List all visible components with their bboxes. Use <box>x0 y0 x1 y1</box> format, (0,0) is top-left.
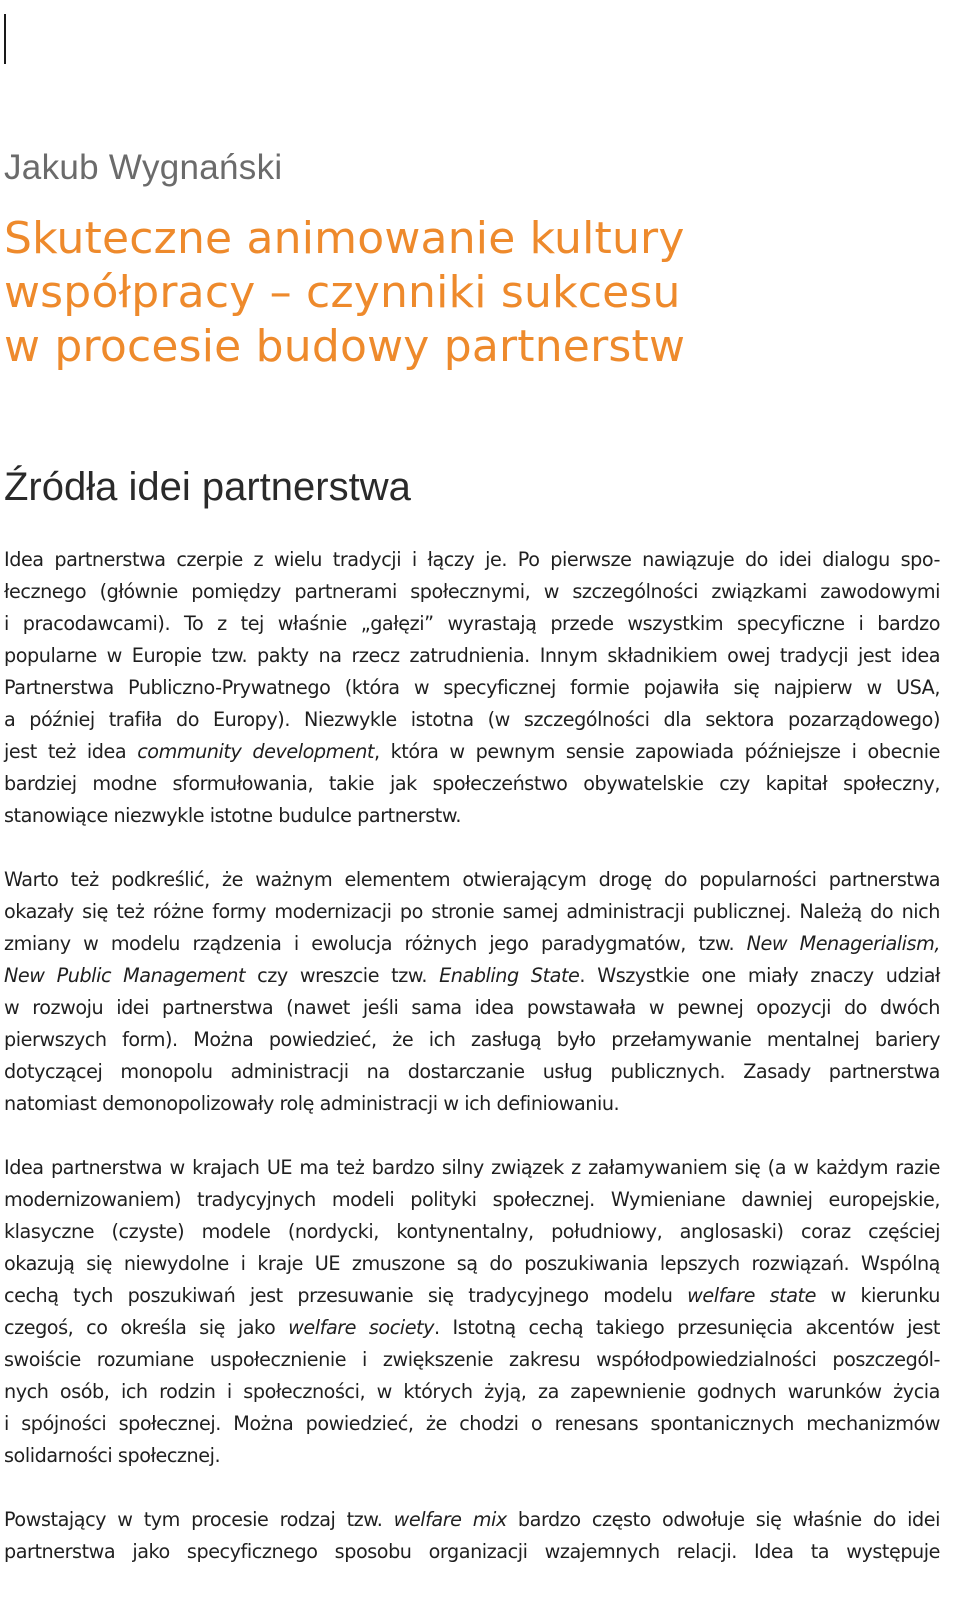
paragraph-line <box>4 1248 940 1280</box>
text-run: łecznego (głównie pomiędzy partnerami społecznymi, w szczególności związkami zawodowymi <box>4 580 940 603</box>
paragraph-line <box>4 576 940 608</box>
text-run: dotyczącej monopolu administracji na dostarczanie usług publicznych. Zasady partnerstwa <box>4 1060 940 1083</box>
paragraph-line <box>4 1088 940 1120</box>
text-run: okazały się też różne formy modernizacji po stronie samej administracji publicznej. Należą do nich <box>4 900 940 923</box>
text-run: . Wszystkie one miały znaczy udział <box>579 964 940 987</box>
text-run: Warto też podkreślić, że ważnym elementem otwierającym drogę do popularności partnerstwa <box>4 868 940 891</box>
italic-term: New Public Management <box>4 964 246 987</box>
paragraph-line <box>4 1408 940 1440</box>
text-run: pierwszych form). Można powiedzieć, że ich zasługą było przełamywanie mentalnej bariery <box>4 1028 940 1051</box>
paragraph-line <box>4 1376 940 1408</box>
text-run: modernizowaniem) tradycyjnych modeli polityki społecznej. Wymieniane dawniej europejskie, <box>4 1188 940 1211</box>
text-run: partnerstwa jako specyficznego sposobu organizacji wzajemnych relacji. Idea ta występuje <box>4 1540 940 1563</box>
text-run: czegoś, co określa się jako <box>4 1316 289 1339</box>
italic-term: Enabling State <box>439 964 580 987</box>
paragraph-line <box>4 992 940 1024</box>
paragraph-line <box>4 1536 940 1568</box>
text-run: Idea partnerstwa czerpie z wielu tradycji i łączy je. Po pierwsze nawiązuje do idei dialogu spo- <box>4 548 940 571</box>
paragraph-line <box>4 1280 940 1312</box>
text-run: jest też idea <box>4 740 138 763</box>
italic-term: welfare mix <box>393 1508 507 1531</box>
paragraph-line <box>4 896 940 928</box>
text-run: stanowiące niezwykle istotne budulce partnerstw. <box>4 804 461 827</box>
text-run: i spójności społecznej. Można powiedzieć, że chodzi o renesans spontanicznych mechanizmów <box>4 1412 940 1435</box>
paragraph-line <box>4 1504 940 1536</box>
paragraph-line <box>4 1184 940 1216</box>
paragraph <box>4 1152 940 1472</box>
article-title-line: w procesie budowy partnerstw <box>4 321 686 372</box>
page-corner-mark <box>4 14 6 64</box>
paragraph <box>4 864 940 1120</box>
paragraph-line <box>4 608 940 640</box>
paragraph-line <box>4 864 940 896</box>
text-run: okazują się niewydolne i kraje UE zmuszone są do poszukiwania lepszych rozwiązań. Wspólną <box>4 1252 940 1275</box>
paragraph-line <box>4 800 940 832</box>
paragraph-line <box>4 1024 940 1056</box>
text-run: solidarności społecznej. <box>4 1444 221 1467</box>
article-title-line: współpracy – czynniki sukcesu <box>4 267 681 318</box>
italic-term: New Menagerialism, <box>746 932 940 955</box>
italic-term: welfare society <box>288 1316 435 1339</box>
article-title-line: Skuteczne animowanie kultury <box>4 213 685 264</box>
author-name: Jakub Wygnański <box>4 148 283 187</box>
paragraph-line <box>4 704 940 736</box>
paragraph-line <box>4 1312 940 1344</box>
text-run: czy wreszcie tzw. <box>245 964 440 987</box>
paragraph-line <box>4 928 940 960</box>
paragraph <box>4 1504 940 1568</box>
italic-term: welfare state <box>687 1284 816 1307</box>
paragraph-line <box>4 960 940 992</box>
text-run: bardziej modne sformułowania, takie jak społeczeństwo obywatelskie czy kapitał społeczny, <box>4 772 940 795</box>
text-run: cechą tych poszukiwań jest przesuwanie się tradycyjnego modelu <box>4 1284 688 1307</box>
text-run: Partnerstwa Publiczno-Prywatnego (która w specyficznej formie pojawiła się najpierw w USA, <box>4 676 940 699</box>
paragraph <box>4 544 940 832</box>
text-run: a później trafiła do Europy). Niezwykle istotna (w szczególności dla sektora pozarządowego) <box>4 708 940 731</box>
paragraph-line <box>4 768 940 800</box>
paragraph-line <box>4 1056 940 1088</box>
section-heading: Źródła idei partnerstwa <box>4 465 411 509</box>
paragraph-line <box>4 1216 940 1248</box>
paragraph-line <box>4 544 940 576</box>
paragraph-line <box>4 640 940 672</box>
text-run: Powstający w tym procesie rodzaj tzw. <box>4 1508 394 1531</box>
text-run: , która w pewnym sensie zapowiada późniejsze i obecnie <box>373 740 940 763</box>
article-body <box>4 544 940 1600</box>
paragraph-line <box>4 1440 940 1472</box>
text-run: w rozwoju idei partnerstwa (nawet jeśli sama idea powstawała w pewnej opozycji do dwóch <box>4 996 940 1019</box>
text-run: klasyczne (czyste) modele (nordycki, kontynentalny, południowy, anglosaski) coraz częściej <box>4 1220 940 1243</box>
text-run: natomiast demonopolizowały rolę administracji w ich definiowaniu. <box>4 1092 620 1115</box>
paragraph-line <box>4 736 940 768</box>
text-run: w kierunku <box>815 1284 940 1307</box>
text-run: nych osób, ich rodzin i społeczności, w których żyją, za zapewnienie godnych warunków życia <box>4 1380 940 1403</box>
text-run: swoiście rozumiane uspołecznienie i zwiększenie zakresu współodpowiedzialności poszczegól- <box>4 1348 940 1371</box>
text-run: i pracodawcami). To z tej właśnie „gałęzi” wyrastają przede wszystkim specyficzne i bardzo <box>4 612 940 635</box>
text-run: Idea partnerstwa w krajach UE ma też bardzo silny związek z załamywaniem się (a w każdym razie <box>4 1156 940 1179</box>
paragraph-line <box>4 672 940 704</box>
text-run: . Istotną cechą takiego przesunięcia akcentów jest <box>434 1316 940 1339</box>
text-run: zmiany w modelu rządzenia i ewolucja różnych jego paradygmatów, tzw. <box>4 932 747 955</box>
text-run: popularne w Europie tzw. pakty na rzecz zatrudnienia. Innym składnikiem owej tradycji jest idea <box>4 644 940 667</box>
text-run: bardzo często odwołuje się właśnie do idei <box>506 1508 941 1531</box>
paragraph-line <box>4 1152 940 1184</box>
italic-term: community development <box>137 740 374 763</box>
article-title <box>4 212 685 374</box>
paragraph-line <box>4 1344 940 1376</box>
